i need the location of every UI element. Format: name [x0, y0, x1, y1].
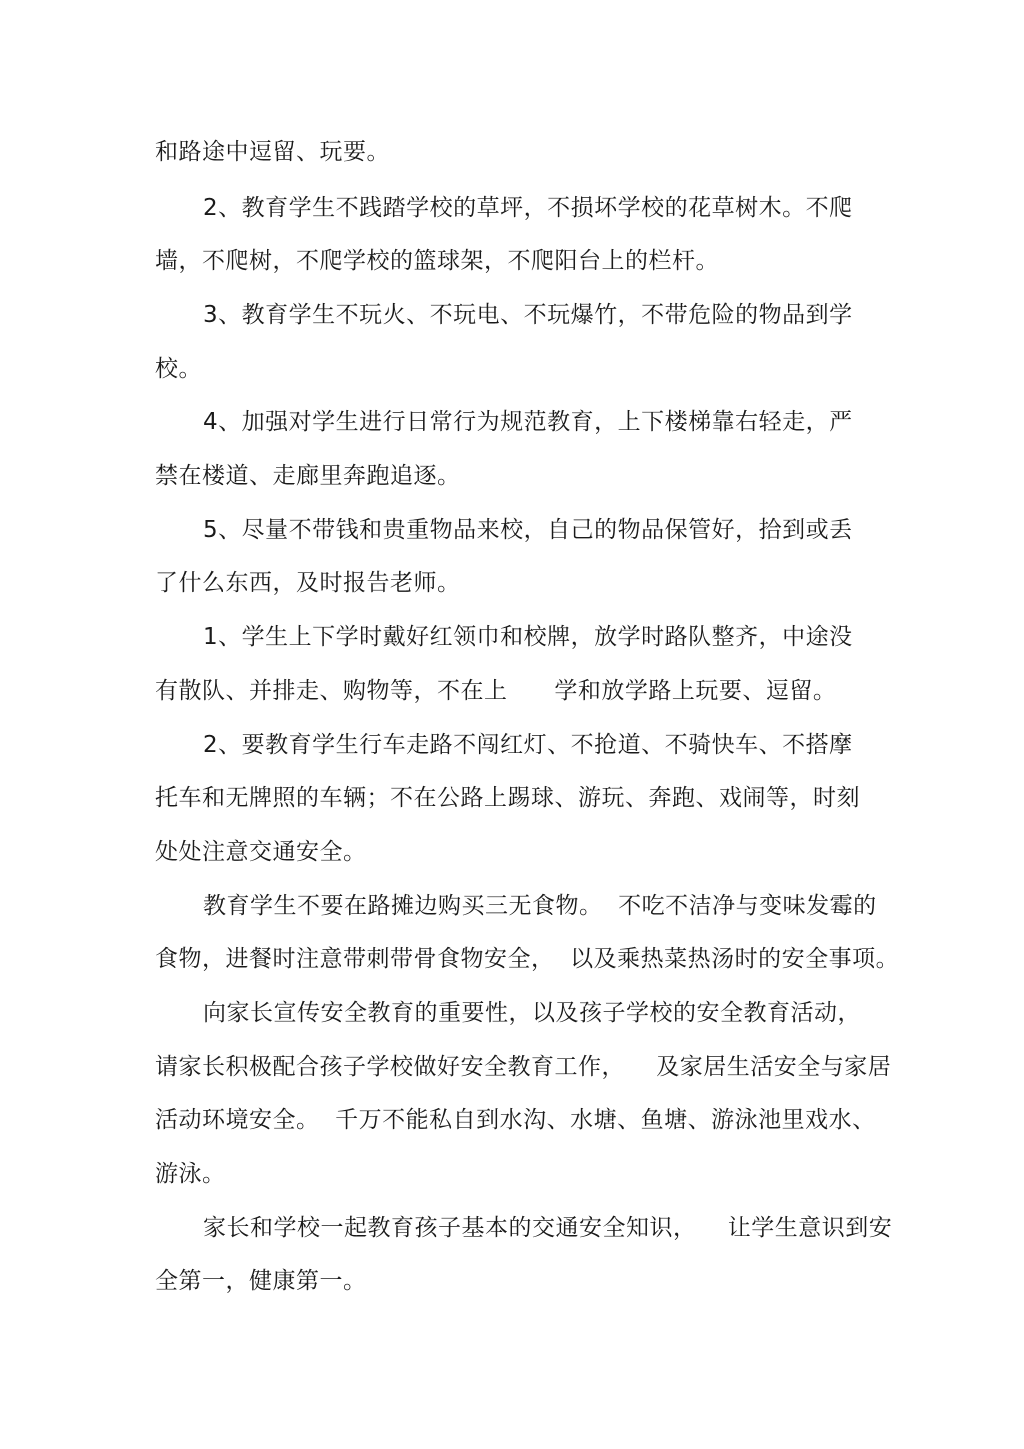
text-line: 1、学生上下学时戴好红领巾和校牌，放学时路队整齐，中途没	[203, 624, 853, 650]
text-line: 有散队、并排走、购物等，不在上 学和放学路上玩要、逗留。	[155, 678, 837, 704]
text-line: 处处注意交通安全。	[155, 839, 367, 865]
text-line: 3、教育学生不玩火、不玩电、不玩爆竹，不带危险的物品到学	[203, 302, 853, 328]
text-line: 2、要教育学生行车走路不闯红灯、不抢道、不骑快车、不搭摩	[203, 732, 853, 758]
text-line: 游泳。	[155, 1161, 226, 1187]
text-line: 2、教育学生不践踏学校的草坪，不损坏学校的花草树木。不爬	[203, 195, 853, 221]
text-line: 向家长宣传安全教育的重要性，以及孩子学校的安全教育活动，	[203, 1000, 861, 1026]
text-line: 校。	[155, 356, 202, 382]
text-line: 活动环境安全。 千万不能私自到水沟、水塘、鱼塘、游泳池里戏水、	[155, 1107, 876, 1133]
text-line: 4、加强对学生进行日常行为规范教育，上下楼梯靠右轻走，严	[203, 409, 853, 435]
text-line: 全第一，健康第一。	[155, 1268, 367, 1294]
text-line: 禁在楼道、走廊里奔跑追逐。	[155, 463, 461, 489]
text-line: 食物，进餐时注意带刺带骨食物安全， 以及乘热菜热汤时的安全事项。	[155, 946, 900, 972]
text-line: 家长和学校一起教育孩子基本的交通安全知识， 让学生意识到安	[203, 1215, 893, 1241]
text-line: 和路途中逗留、玩要。	[155, 139, 390, 165]
text-line: 教育学生不要在路摊边购买三无食物。 不吃不洁净与变味发霉的	[203, 893, 877, 919]
text-line: 墙，不爬树，不爬学校的篮球架，不爬阳台上的栏杆。	[155, 248, 719, 274]
text-line: 请家长积极配合孩子学校做好安全教育工作， 及家居生活安全与家居	[155, 1054, 892, 1080]
text-line: 5、尽量不带钱和贵重物品来校，自己的物品保管好，拾到或丢	[203, 517, 853, 543]
text-line: 托车和无牌照的车辆；不在公路上踢球、游玩、奔跑、戏闹等，时刻	[155, 785, 860, 811]
text-line: 了什么东西，及时报告老师。	[155, 570, 461, 596]
